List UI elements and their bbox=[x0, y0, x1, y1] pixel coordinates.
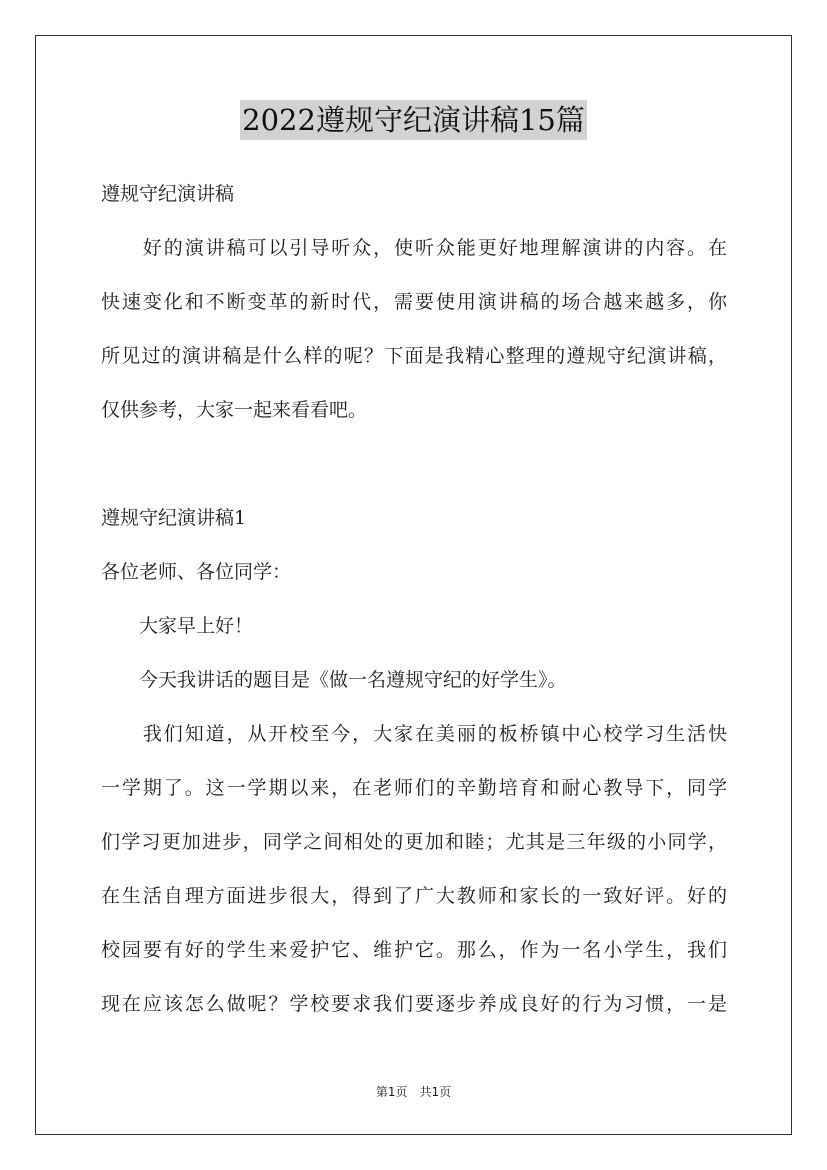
body-line: 现在应该怎么做呢？学校要求我们要逐步养成良好的行为习惯，一是 bbox=[101, 993, 727, 1015]
intro-line: 仅供参考，大家一起来看看吧。 bbox=[101, 399, 368, 421]
page-number: 第1页 共1页 bbox=[375, 1085, 452, 1099]
body-line: 在生活自理方面进步很大，得到了广大教师和家长的一致好评。好的 bbox=[101, 885, 727, 907]
body-line: 一学期了。这一学期以来，在老师们的辛勤培育和耐心教导下，同学 bbox=[101, 777, 727, 799]
topic-line: 今天我讲话的题目是《做一名遵规守纪的好学生》。 bbox=[101, 669, 567, 691]
intro-line: 快速变化和不断变革的新时代，需要使用演讲稿的场合越来越多，你 bbox=[101, 291, 727, 313]
intro-line: 所见过的演讲稿是什么样的呢？下面是我精心整理的遵规守纪演讲稿， bbox=[101, 345, 727, 367]
title-block bbox=[0, 100, 827, 140]
document-title: 2022遵规守纪演讲稿15篇 bbox=[240, 100, 587, 140]
body-line: 们学习更加进步，同学之间相处的更加和睦；尤其是三年级的小同学， bbox=[101, 831, 727, 853]
greeting: 大家早上好！ bbox=[101, 615, 254, 637]
body-line: 我们知道，从开校至今，大家在美丽的板桥镇中心校学习生活快 bbox=[101, 723, 727, 745]
body-line: 校园要有好的学生来爱护它、维护它。那么，作为一名小学生，我们 bbox=[101, 939, 727, 961]
salutation: 各位老师、各位同学： bbox=[101, 561, 292, 583]
section-heading: 遵规守纪演讲稿1 bbox=[101, 507, 247, 529]
intro-heading: 遵规守纪演讲稿 bbox=[101, 183, 235, 205]
intro-line: 好的演讲稿可以引导听众，使听众能更好地理解演讲的内容。在 bbox=[101, 237, 727, 259]
